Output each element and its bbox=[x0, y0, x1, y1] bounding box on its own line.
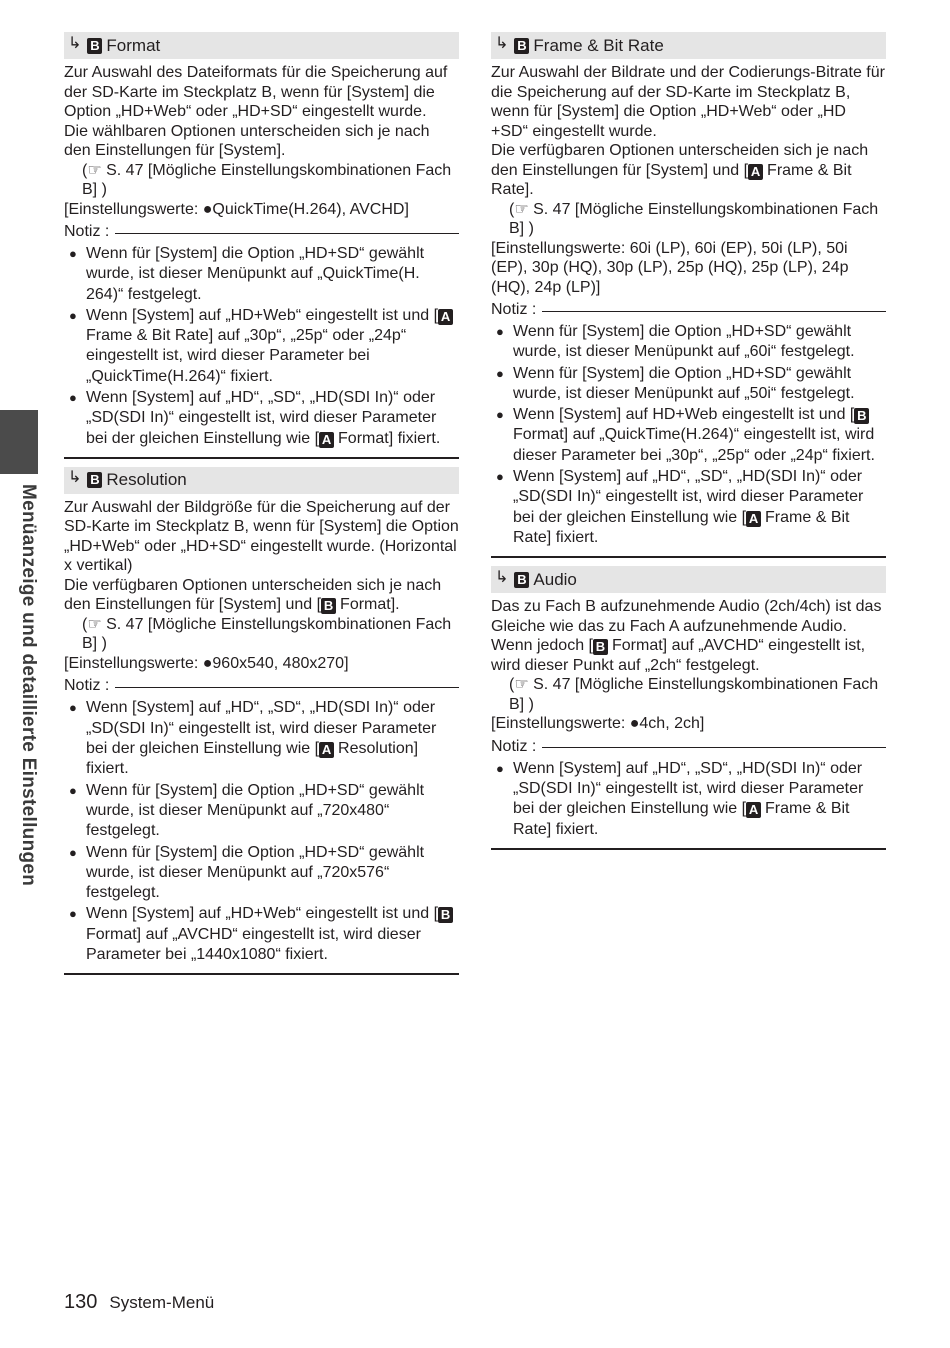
slot-b-badge-icon: B bbox=[854, 408, 869, 424]
bullet-icon: ● bbox=[496, 760, 504, 776]
note-item bbox=[64, 698, 459, 779]
note-text: Wenn [System] auf „HD“, „SD“, „HD(SDI In)“ oder „SD(SDI In)“ eingestellt ist, wird dieser Parameter bei der gleichen Einstellung wie [ A Format] fixiert. bbox=[86, 389, 441, 447]
chapter-side-title: Menüanzeige und detaillierte Einstellungen bbox=[18, 484, 39, 887]
note-text: Wenn [System] auf „HD“, „SD“, „HD(SDI In)“ oder „SD(SDI In)“ eingestellt ist, wird dieser Parameter bei der gleichen Einstellung wie [ A Frame & Bit Rate] fixiert. bbox=[513, 759, 864, 838]
body-paragraph: [Einstellungswerte: ●QuickTime(H.264), AVCHD] bbox=[64, 200, 409, 218]
slot-badge-icon: B bbox=[87, 38, 102, 54]
notiz-label: Notiz : bbox=[491, 301, 537, 318]
section-end-divider bbox=[64, 457, 459, 459]
page-reference: (☞ S. 47 [Mögliche Einstellungskombinationen Fach B] ) bbox=[82, 161, 452, 198]
note-item bbox=[64, 843, 459, 904]
page-number: 130 bbox=[64, 1291, 98, 1313]
notiz-label: Notiz : bbox=[64, 223, 110, 240]
bullet-icon: ● bbox=[496, 365, 504, 381]
notiz-divider bbox=[115, 233, 459, 234]
note-text: Wenn für [System] die Option „HD+SD“ gewählt wurde, ist dieser Menüpunkt auf „50i“ festgelegt. bbox=[513, 364, 855, 402]
body-paragraph: [Einstellungswerte: 60i (LP), 60i (EP), 50i (LP), 50i (EP), 30p (HQ), 30p (LP), 25p (HQ), 25p (LP), 24p (HQ), 24p (LP)] bbox=[491, 239, 849, 296]
notiz-divider bbox=[115, 687, 459, 688]
section-title: Frame & Bit Rate bbox=[533, 35, 664, 55]
notiz-divider bbox=[542, 747, 886, 748]
slot-badge-icon: B bbox=[514, 38, 529, 54]
notiz-header bbox=[64, 221, 459, 243]
bullet-icon: ● bbox=[69, 700, 77, 716]
page-footer bbox=[64, 1291, 214, 1314]
notiz-header bbox=[491, 299, 886, 321]
section-frame-bit-rate bbox=[491, 32, 886, 558]
bullet-icon: ● bbox=[69, 390, 77, 406]
side-tab-marker bbox=[0, 410, 38, 474]
note-text: Wenn für [System] die Option „HD+SD“ gewählt wurde, ist dieser Menüpunkt auf „QuickTime(H. 264)“ festgelegt. bbox=[86, 245, 425, 303]
slot-a-badge-icon: A bbox=[748, 164, 763, 180]
note-text: Wenn für [System] die Option „HD+SD“ gewählt wurde, ist dieser Menüpunkt auf „60i“ festgelegt. bbox=[513, 323, 855, 361]
bullet-icon: ● bbox=[496, 324, 504, 339]
note-text: Wenn [System] auf HD+Web eingestellt ist und [ BFormat] auf „QuickTime(H.264)“ eingestellt ist, wird dieser Parameter bei „30p“, „25p“ oder „24p“ fixiert. bbox=[513, 406, 875, 464]
body-paragraph: [Einstellungswerte: ●4ch, 2ch] bbox=[491, 715, 705, 733]
note-text: Wenn [System] auf „HD“, „SD“, „HD(SDI In)“ oder „SD(SDI In)“ eingestellt ist, wird dieser Parameter bei der gleichen Einstellung wie [ A Frame & Bit Rate] fixiert. bbox=[513, 468, 864, 546]
section-resolution bbox=[64, 467, 459, 975]
slot-a-badge-icon: A bbox=[319, 432, 334, 448]
section-end-divider bbox=[64, 973, 459, 975]
submenu-arrow-icon: ↳ bbox=[68, 469, 82, 487]
note-item bbox=[491, 364, 886, 405]
body-paragraph: Wenn jedoch [ B Format] auf „AVCHD“ eingestellt ist, wird dieser Punkt auf „2ch“ festgelegt. bbox=[491, 637, 866, 674]
body-paragraph: Die verfügbaren Optionen unterscheiden sich je nach den Einstellungen für [System] und [ A Frame & Bit Rate]. bbox=[491, 142, 869, 198]
note-item bbox=[64, 904, 459, 965]
bullet-icon: ● bbox=[69, 246, 77, 261]
note-item bbox=[491, 467, 886, 548]
body-paragraph: Zur Auswahl des Dateiformats für die Speicherung auf der SD-Karte im Steckplatz B, wenn für [System] die Option „HD+Web“ oder „HD+SD“ eingestellt wurde. bbox=[64, 64, 448, 120]
footer-section-label: System-Menü bbox=[109, 1293, 215, 1312]
slot-badge-icon: B bbox=[87, 472, 102, 488]
slot-a-badge-icon: A bbox=[319, 742, 334, 758]
bullet-icon: ● bbox=[496, 407, 504, 423]
slot-b-badge-icon: B bbox=[593, 639, 608, 655]
body-paragraph: Die verfügbaren Optionen unterscheiden sich je nach den Einstellungen für [System] und [ B Format]. bbox=[64, 576, 442, 614]
right-column bbox=[491, 32, 886, 858]
page-reference: (☞ S. 47 [Mögliche Einstellungskombinationen Fach B] ) bbox=[82, 615, 452, 653]
note-item bbox=[64, 781, 459, 842]
body-paragraph: [Einstellungswerte: ●960x540, 480x270] bbox=[64, 654, 349, 672]
note-text: Wenn [System] auf „HD+Web“ eingestellt ist und [ BFormat] auf „AVCHD“ eingestellt ist, wird dieser Parameter bei „1440x1080“ fixiert. bbox=[86, 904, 459, 965]
section-title: Audio bbox=[533, 569, 577, 589]
submenu-arrow-icon: ↳ bbox=[68, 34, 82, 52]
bullet-icon: ● bbox=[69, 844, 77, 860]
slot-b-badge-icon: B bbox=[438, 907, 453, 923]
section-heading bbox=[491, 32, 886, 59]
notiz-label: Notiz : bbox=[64, 677, 110, 695]
section-heading bbox=[64, 32, 459, 59]
bullet-icon: ● bbox=[69, 307, 77, 323]
slot-b-badge-icon: B bbox=[321, 598, 336, 614]
note-text: Wenn [System] auf „HD+Web“ eingestellt ist und [ AFrame & Bit Rate] auf „30p“, „25p“ oder „24p“ eingestellt ist, wird dieser Parameter bei „QuickTime(H.264)“ fixiert. bbox=[86, 306, 459, 387]
body-paragraph: Zur Auswahl der Bildrate und der Codierungs-Bitrate für die Speicherung auf der SD-Karte im Steckplatz B, wenn für [System] die Option „HD+Web“ oder „HD +SD“ eingestellt wurde. bbox=[491, 64, 885, 140]
section-format bbox=[64, 32, 459, 459]
section-heading bbox=[491, 566, 886, 593]
slot-a-badge-icon: A bbox=[746, 802, 761, 818]
notiz-header bbox=[491, 736, 886, 758]
body-paragraph: Zur Auswahl der Bildgröße für die Speicherung auf der SD-Karte im Steckplatz B, wenn für [System] die Option „HD+Web“ oder „HD+SD“ eingestellt wurde. (Horizontal x vertikal) bbox=[64, 498, 459, 575]
notiz-divider bbox=[542, 311, 886, 312]
note-item bbox=[64, 388, 459, 449]
submenu-arrow-icon: ↳ bbox=[495, 568, 509, 586]
note-text: Wenn [System] auf „HD“, „SD“, „HD(SDI In)“ oder „SD(SDI In)“ eingestellt ist, wird dieser Parameter bei der gleichen Einstellung wie [ A Resolution] fixiert. bbox=[86, 699, 437, 778]
note-item bbox=[491, 405, 886, 466]
notiz-label: Notiz : bbox=[491, 737, 537, 755]
note-text: Wenn für [System] die Option „HD+SD“ gewählt wurde, ist dieser Menüpunkt auf „720x480“ festgelegt. bbox=[86, 781, 425, 840]
submenu-arrow-icon: ↳ bbox=[495, 34, 509, 52]
bullet-icon: ● bbox=[496, 469, 504, 485]
slot-badge-icon: B bbox=[514, 572, 529, 588]
body-paragraph: Die wählbaren Optionen unterscheiden sich je nach den Einstellungen für [System]. bbox=[64, 122, 430, 159]
section-audio bbox=[491, 566, 886, 850]
note-text: Wenn für [System] die Option „HD+SD“ gewählt wurde, ist dieser Menüpunkt auf „720x576“ festgelegt. bbox=[86, 843, 425, 902]
body-paragraph: Das zu Fach B aufzunehmende Audio (2ch/4ch) ist das Gleiche wie das zu Fach A aufzunehmende Audio. bbox=[491, 598, 882, 635]
page-reference: (☞ S. 47 [Mögliche Einstellungskombinationen Fach B] ) bbox=[509, 676, 879, 713]
slot-a-badge-icon: A bbox=[746, 511, 761, 527]
note-item bbox=[491, 759, 886, 840]
section-end-divider bbox=[491, 556, 886, 558]
section-heading bbox=[64, 467, 459, 494]
note-item bbox=[64, 244, 459, 305]
page-reference: (☞ S. 47 [Mögliche Einstellungskombinationen Fach B] ) bbox=[509, 200, 879, 237]
section-title: Format bbox=[106, 35, 161, 55]
notiz-header bbox=[64, 675, 459, 697]
bullet-icon: ● bbox=[69, 906, 77, 922]
note-item bbox=[64, 306, 459, 387]
section-end-divider bbox=[491, 848, 886, 850]
left-column bbox=[64, 32, 459, 983]
bullet-icon: ● bbox=[69, 782, 77, 798]
slot-a-badge-icon: A bbox=[438, 309, 453, 325]
note-item bbox=[491, 322, 886, 363]
section-title: Resolution bbox=[106, 470, 187, 490]
